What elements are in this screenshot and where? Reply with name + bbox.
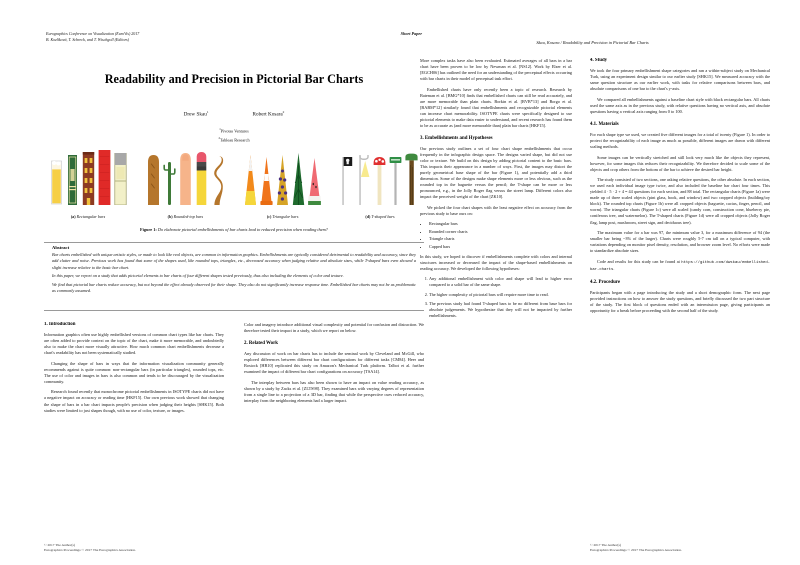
- study-paragraph-2: We compared all embellishments against a baseline chart style with black rectangular bars. All charts used the same axis as in the previous study, with relative questions having no vertical axis, and absolute questions having a vertical axis ranging from 0 to 100.: [590, 96, 770, 114]
- figure-label-b: (b): [167, 214, 173, 219]
- hypothesis-2: 2. The higher complexity of pictorial bars will require more time to read.: [429, 292, 572, 298]
- materials-paragraph-1: For each shape type we used, we created five different images for a total of twenty (Figure 1). In order to protect the recognizability of each image as much as possible, different images are drawn with different scaling methods.: [590, 131, 770, 150]
- figure-label-d: (d): [365, 214, 371, 219]
- affiliation-2-name: Tableau Research: [219, 136, 250, 142]
- materials-paragraph-3: The study consisted of two sections, one asking relative questions, the other absolute. In each section, we used each individual image type twice, and also included the baseline bar chart four times. This yielded 4 · 5 · 2 + 4 = 44 questions for each section, and 88 total. The rectangular charts (Figure 1a) were made up of three scaled objects (pint glass, book, and window) and two cropped objects (building/toy block). The rounded top charts (Figure 1b) were all cropped objects (baguette, cactus, finger, pencil, and worm). The triangular charts (Figure 1c) were all scaled (candy corn, construction cone, blueberry pie, coniferous tree, and watermelon). The T-shaped charts (Figure 1d) were all cropped objects (Jolly Roger flag, lamp post, mushroom, street sign, and deciduous tree).: [590, 177, 770, 225]
- abstract-block: [52, 245, 416, 297]
- section-heading-hypotheses: 3. Embellishments and Hypotheses: [420, 136, 493, 142]
- intro-paragraph-1: Information graphics often use highly embellished versions of common chart types like bar charts. They are often added to provide context on the topic of the chart, make it more memorable, and undoubtedly also to make the chart more visually attractive. How much common chart embellishments decrease a chart's readability has not been systematically studied.: [44, 332, 224, 356]
- watermelon-icon: [308, 158, 321, 210]
- column-4: [590, 58, 770, 528]
- figure-group-rectangular: [44, 152, 132, 219]
- column-1: [44, 322, 224, 522]
- cactus-icon: [163, 158, 176, 210]
- mushroom-icon: [373, 157, 386, 210]
- materials-paragraph-4: The maximum value for a bar was 97, the minimum value 3, for a maximum difference of 94 (the smaller bar being ~3% of the larger). Charts were roughly 5-7 cm tall on a typical computer, with variations depending on monitor pixel density, resolution, and browser zoom level. No efforts were made to standardize absolute sizes.: [590, 230, 770, 254]
- section-heading-related-work: 2. Related Work: [244, 341, 279, 347]
- figure-label-c: (c): [266, 214, 272, 219]
- figure-1-caption: [44, 227, 424, 232]
- shape-bullet-3: • Triangle charts: [429, 236, 572, 242]
- triangular-bar-row: [239, 152, 327, 210]
- lamp-post-icon: [357, 153, 370, 210]
- rectangular-bar-row: [44, 152, 132, 210]
- related-paragraph-2: The interplay between bars has also been shown to have an impact on value reading accuracy, as shown by a study by Zacks et al. [ZLTS98]. They examined bars with varying degrees of representation from a single line to a projection of a 3D bar, finding that while the perspective cues reduced accuracy, interplay from the neighboring elements had a larger impact.: [244, 379, 424, 403]
- intro-paragraph-3: Research found recently that monochrome pictorial embellishments in ISOTYPE charts did not have a negative impact on accuracy or reading time [HKF15]. Our own previous work showed that changing the shape of bars in a bar chart impacts people's precision when judging their heights [SHK15]. Both studies were limited to just shapes though, with no use of color, texture, or images.: [44, 389, 224, 413]
- footer-right-line-2: Eurographics Proceedings © 2017 The Eurographics Association.: [590, 548, 682, 552]
- hypotheses-closing: In this study, we hoped to discover if embellishments complete with colors and internal structures increased or decreased the impact of the shape-based embellishments on reading accuracy. We developed the following hypotheses:: [420, 254, 572, 272]
- author-2-affil-mark: 2: [282, 110, 285, 114]
- beer-glass-icon: [50, 159, 63, 210]
- brick-building-icon: [82, 152, 95, 210]
- affiliation-2-mark: 2: [218, 135, 220, 140]
- procedure-paragraph-1: Participants began with a page introducing the study and a short demographic form. The next page provided instructions on how to answer the study questions, and briefly discussed the two part structure of the study. The first block of questions ended with an intermission page, giving participants an opportunity for a break before proceeding with the second half of the study.: [590, 289, 770, 314]
- section-heading-study: 4. Study: [590, 58, 608, 63]
- venue-line-1: Eurographics Conference on Visualization (EuroVis) 2017: [46, 31, 140, 36]
- section-heading-materials: 4.1. Materials: [590, 121, 619, 127]
- paper-type-label: Short Paper: [400, 31, 422, 36]
- coniferous-tree-icon: [292, 153, 305, 210]
- affiliation-1-name: Pivotas Ventures: [220, 128, 249, 134]
- shape-bullet-1: • Rectangular bars: [429, 221, 572, 227]
- column-2: [244, 322, 424, 522]
- pencil-icon: [195, 152, 208, 210]
- venue-header: [46, 31, 346, 42]
- deciduous-tree-icon: [405, 153, 418, 210]
- hypothesis-3: 3. The previous study had found T-shaped bars to be no different from base bars for absolute judgements. We hypothesize that they will not be impacted by further embellishments.: [429, 301, 572, 319]
- figure-label-c-text: Triangular bars: [272, 214, 299, 219]
- affiliation-1: [46, 126, 422, 135]
- figure-1-caption-text: Do elaborate pictorial embellishments of bar charts lead to reduced precision when reading them?: [157, 227, 328, 232]
- figure-caption-c: [239, 214, 327, 219]
- author-1-name: Drew Skau: [183, 111, 207, 118]
- jolly-roger-flag-icon: [341, 155, 354, 210]
- figure-group-rounded: [141, 152, 229, 219]
- footer-right: [590, 543, 766, 553]
- author-list: [46, 110, 422, 118]
- hypothesis-1: 1. Any additional embellishment with color and shape will lead to higher error compared to a solid bar of the same shape.: [429, 276, 572, 288]
- baguette-icon: [147, 155, 160, 210]
- figure-group-tshaped: [336, 152, 424, 219]
- hypotheses-paragraph-1: Our previous study outlines a set of four chart shape embellishments that occur frequently in the infographic design space. The designs varied shape, but did not use color or texture. We build on this design by adding pictorial content to the basic bars. This impacts their appearance in a number of ways. First, the images may distort the purely geometrical base shape of the bar (Figure 1), and potentially add a third dimension. Some of the designs make shape elements more or less obvious, such as the rounded top in the baguette versus the pencil; the T-shape can be more or less pronounced, e.g., in the Jolly Roger flag versus the street lamp. Different colors also impact the perceived weight of the chart [ZK10].: [420, 146, 572, 200]
- abstract-paragraph-3: We find that pictorial bar charts reduce accuracy, but not beyond the effect already observed for their shape. They also do not significantly increase response time. Embellished bar charts may not be as problematic as commonly assumed.: [52, 282, 416, 294]
- venue-line-2: B. Kozlíková, T. Schreck, and T. Wischgoll (Editors): [46, 36, 130, 42]
- study-paragraph-1: We took the four primary embellishment shape categories and ran a within-subject study on Mechanical Turk, using an experiment design similar to our earlier study [SHK15]. We measured accuracy with the same question structure as our earlier work, with tasks for relative comparisons between bars, and absolute comparisons of one bar to the chart's y-axis.: [590, 68, 770, 92]
- red-lego-brick-icon: [98, 150, 111, 210]
- materials-code-lead: Code and results for this study can be found at: [597, 258, 680, 264]
- running-head: Skau, Kosara / Readability and Precision in Pictorial Bar Charts: [536, 40, 649, 45]
- intro-paragraph-3-cont: Color and imagery introduce additional visual complexity and potential for confusion and distraction. We therefore tested their impact in a study, which we report on below.: [244, 322, 424, 334]
- hypothesis-list: [420, 276, 572, 318]
- construction-cone-icon: [260, 156, 273, 210]
- abstract-paragraph-2: In this paper, we report on a study that adds pictorial elements to bar charts of four different shapes tested previously, thus also including the elements of color and texture.: [52, 273, 344, 279]
- abstract-paragraph-1: Bar charts embellished with unique artistic styles, or made to look like real objects, are common in information graphics. Embellishments are typically considered detrimental to readability and accuracy, since they add clutter and noise. Previous work has found that some of the shapes used, like rounded tops, triangles, etc., decreased accuracy when judging relative and absolute sizes, while T-shaped bars even showed a slight increase relative to the basic bar chart.: [52, 252, 416, 270]
- abstract-rule-bottom: [44, 310, 424, 311]
- shape-bullet-list: [420, 221, 572, 250]
- figure-caption-d: [336, 214, 424, 219]
- figure-label-b-text: Rounded-top bars: [173, 214, 204, 219]
- figure-label-a-text: Rectangular bars: [76, 214, 106, 219]
- shape-bullet-4: • Capped bars: [429, 244, 572, 250]
- materials-paragraph-2: Some images can be vertically stretched and still look very much like the objects they represent, however, for some images this reduces their recognizability. We therefore decided to scale some of the objects and crop others from the bottom of the bar to achieve the desired bar height.: [590, 154, 770, 172]
- section-heading-introduction: 1. Introduction: [44, 322, 76, 327]
- related-paragraph-2-cont: More complex tasks have also been evaluated. Estimated averages of all bars in a bar chart have been proven to be low by Newman et al. [NS12]. Work by Elzer et al. [EGCH06] has outlined the need for an understanding of the perceptual effects occurring with bar charts in their model of perceptual task effort.: [420, 58, 572, 82]
- figure-caption-b: [141, 214, 229, 219]
- figure-label-d-text: T-shaped bars: [371, 214, 395, 219]
- footer-right-line-1: © 2017 The Author(s): [590, 543, 622, 547]
- related-paragraph-3: Embellished charts have only recently been a topic of research. Research by Bateman et al. [BMG*10] finds that embellished charts can still be read accurately, and are more memorable than plain charts. Borkin et al. [BVB*13] and Borgo et al. [BABM*12] similarly found that embellishments and recognizable pictorial elements can increase chart memorability. ISOTYPE charts were specifically designed to use pictorial elements to make data easier to understand, and recent research has found them to be as accurate as (and more memorable than) plain bar charts [HKF15].: [420, 86, 572, 128]
- intro-paragraph-2: Changing the shape of bars in ways that the information visualization community generally recommends against is quite common: non-rectangular bars (in particular triangles), rounded tops, etc. The use of color and images in bars is also common and tends to be discouraged by the visualization community.: [44, 360, 224, 384]
- figure-label-a: (a): [70, 214, 76, 219]
- affiliation-1-mark: 1: [219, 127, 221, 131]
- worm-icon: [211, 155, 224, 210]
- figure-1-caption-label: Figure 1:: [140, 227, 157, 232]
- abstract-rule-top: [44, 242, 424, 243]
- figure-group-triangular: [239, 152, 327, 219]
- abstract-heading: Abstract: [52, 245, 70, 250]
- tshaped-bar-row: [336, 152, 424, 210]
- author-1-affil-mark: 1: [206, 110, 209, 114]
- rounded-bar-row: [141, 152, 229, 210]
- affiliation-list: [46, 126, 422, 143]
- page-title: Readability and Precision in Pictorial Bar Charts: [104, 72, 364, 86]
- blueberry-pie-icon: [276, 155, 289, 210]
- column-3: [420, 58, 572, 528]
- candy-corn-icon: [244, 155, 257, 210]
- footer-left-line-1: © 2017 The Author(s): [44, 543, 76, 547]
- author-1: [184, 110, 209, 118]
- affiliation-2: [46, 135, 422, 144]
- street-sign-icon: [389, 155, 402, 210]
- hypotheses-paragraph-2: We picked the four chart shapes with the least negative effect on accuracy from the previous study to base ours on:: [420, 204, 572, 217]
- figure-caption-a: [44, 214, 132, 219]
- toy-block-icon: [114, 153, 127, 210]
- code-url-link[interactable]: https://github.com/dwskau/embellished-bar-charts: [590, 260, 770, 272]
- author-2: [253, 110, 285, 118]
- green-book-icon: [66, 155, 79, 210]
- finger-icon: [179, 153, 192, 210]
- related-paragraph-1: Any discussion of work on bar charts has to include the seminal work by Cleveland and McGill, who explored differences between different bar chart configurations for different tasks [CM84]. Heer and Bostock [HB10] replicated this study on Amazon's Mechanical Turk platform. Talbot et al. further examined the impact of different bar chart configurations on accuracy [TSA14].: [244, 351, 424, 375]
- section-heading-procedure: 4.2. Procedure: [590, 279, 621, 285]
- footer-left-line-2: Eurographics Proceedings © 2017 The Eurographics Association.: [44, 548, 136, 552]
- shape-bullet-2: • Rounded corner charts: [429, 229, 572, 235]
- author-2-name: Robert Kosara: [252, 111, 283, 118]
- figure-groups: [44, 152, 424, 219]
- materials-paragraph-5: Code and results for this study can be found at https://github.com/dwskau/embellished-bar-charts.: [590, 258, 770, 272]
- footer-left: [44, 543, 224, 553]
